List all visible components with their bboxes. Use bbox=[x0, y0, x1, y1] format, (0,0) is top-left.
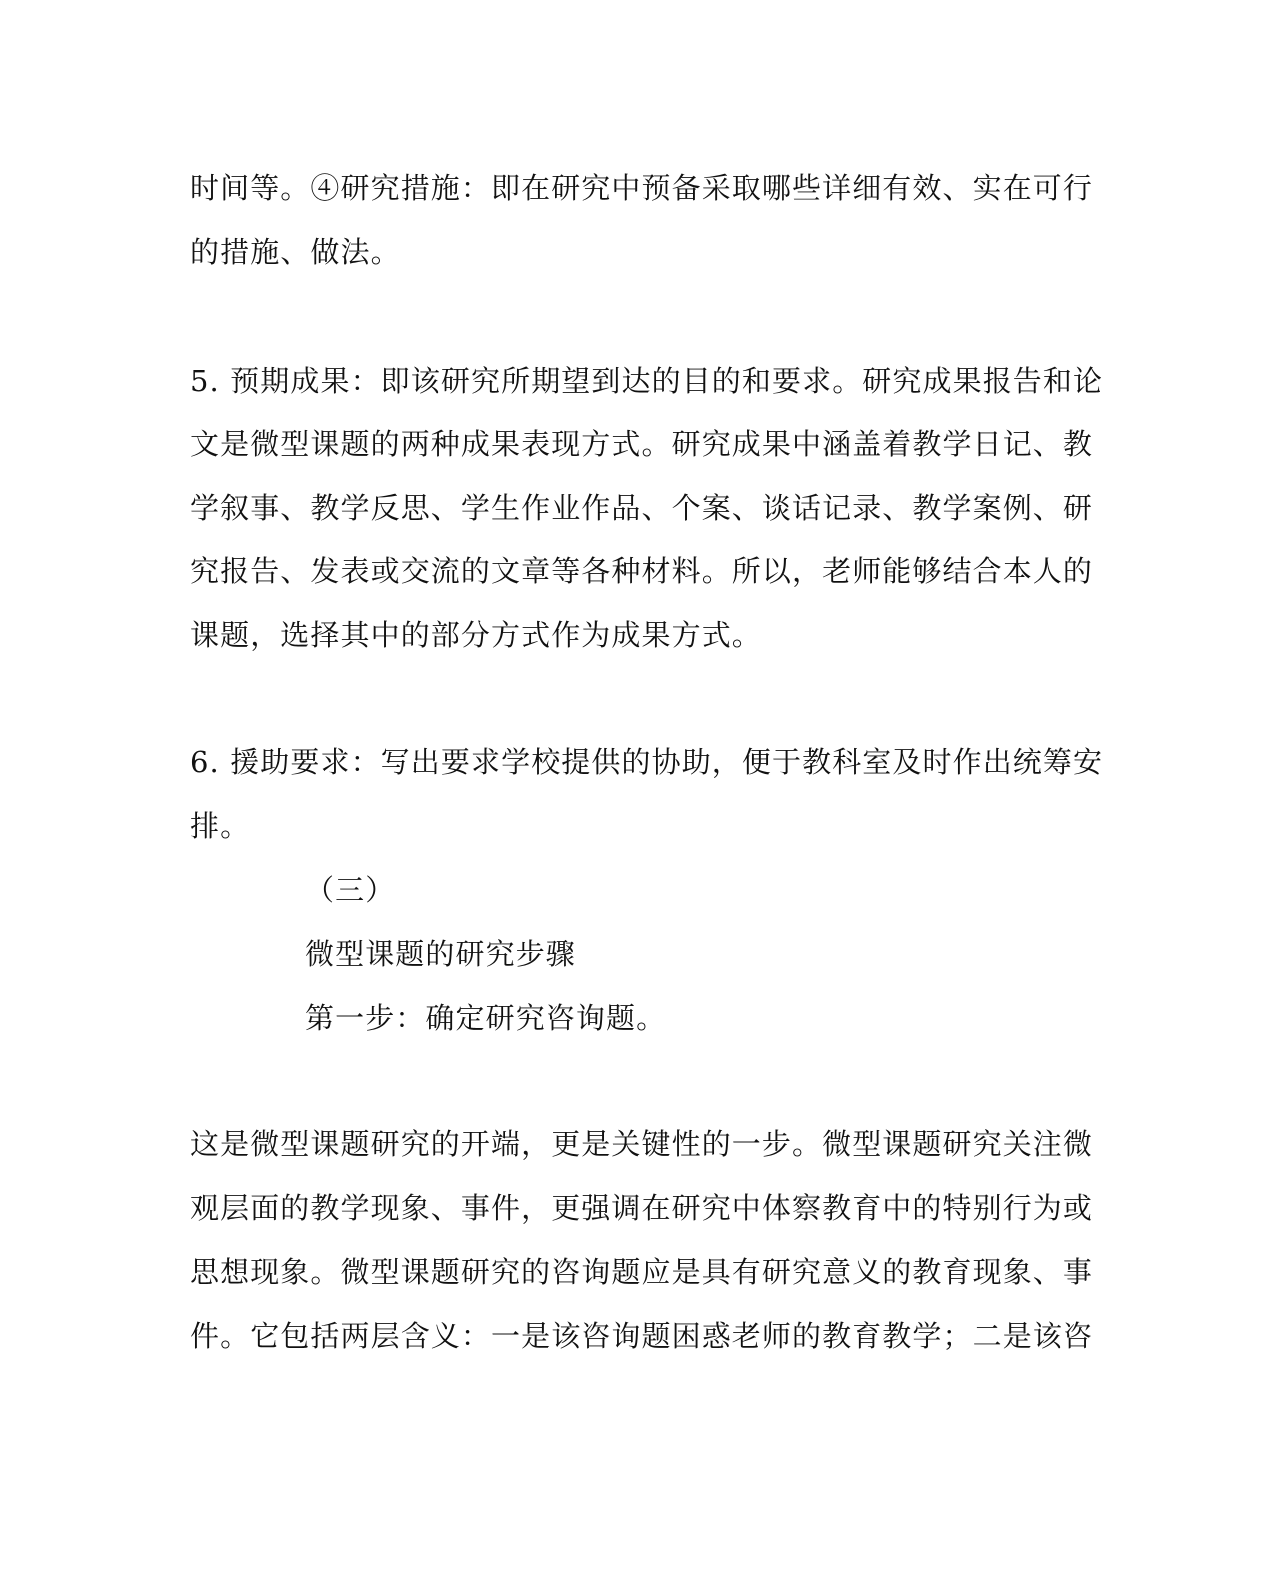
section-number: （三） bbox=[305, 873, 396, 907]
text-line: 学叙事、教学反思、学生作业作品、个案、谈话记录、教学案例、研 bbox=[190, 491, 1094, 525]
text-line: 思想现象。微型课题研究的咨询题应是具有研究意义的教育现象、事 bbox=[190, 1255, 1094, 1289]
text-line: 观层面的教学现象、事件，更强调在研究中体察教育中的特别行为或 bbox=[190, 1191, 1094, 1225]
text-line: 排。 bbox=[190, 809, 251, 843]
paragraph-6-heading-line: 6. 援助要求：写出要求学校提供的协助，便于教科室及时作出统筹安 bbox=[190, 745, 1104, 779]
text-line: 究报告、发表或交流的文章等各种材料。所以，老师能够结合本人的 bbox=[190, 554, 1094, 588]
text-line: 的措施、做法。 bbox=[190, 235, 401, 269]
paragraph-5-heading-line: 5. 预期成果：即该研究所期望到达的目的和要求。研究成果报告和论 bbox=[190, 364, 1104, 398]
step-heading: 第一步：确定研究咨询题。 bbox=[305, 1001, 667, 1035]
section-title: 微型课题的研究步骤 bbox=[305, 937, 576, 971]
text-line: 课题，选择其中的部分方式作为成果方式。 bbox=[190, 618, 762, 652]
text-line: 文是微型课题的两种成果表现方式。研究成果中涵盖着教学日记、教 bbox=[190, 427, 1094, 461]
text-line: 件。它包括两层含义：一是该咨询题困惑老师的教育教学；二是该咨 bbox=[190, 1319, 1094, 1353]
text-line: 时间等。④研究措施：即在研究中预备采取哪些详细有效、实在可行 bbox=[190, 171, 1094, 205]
text-line: 这是微型课题研究的开端，更是关键性的一步。微型课题研究关注微 bbox=[190, 1127, 1094, 1161]
